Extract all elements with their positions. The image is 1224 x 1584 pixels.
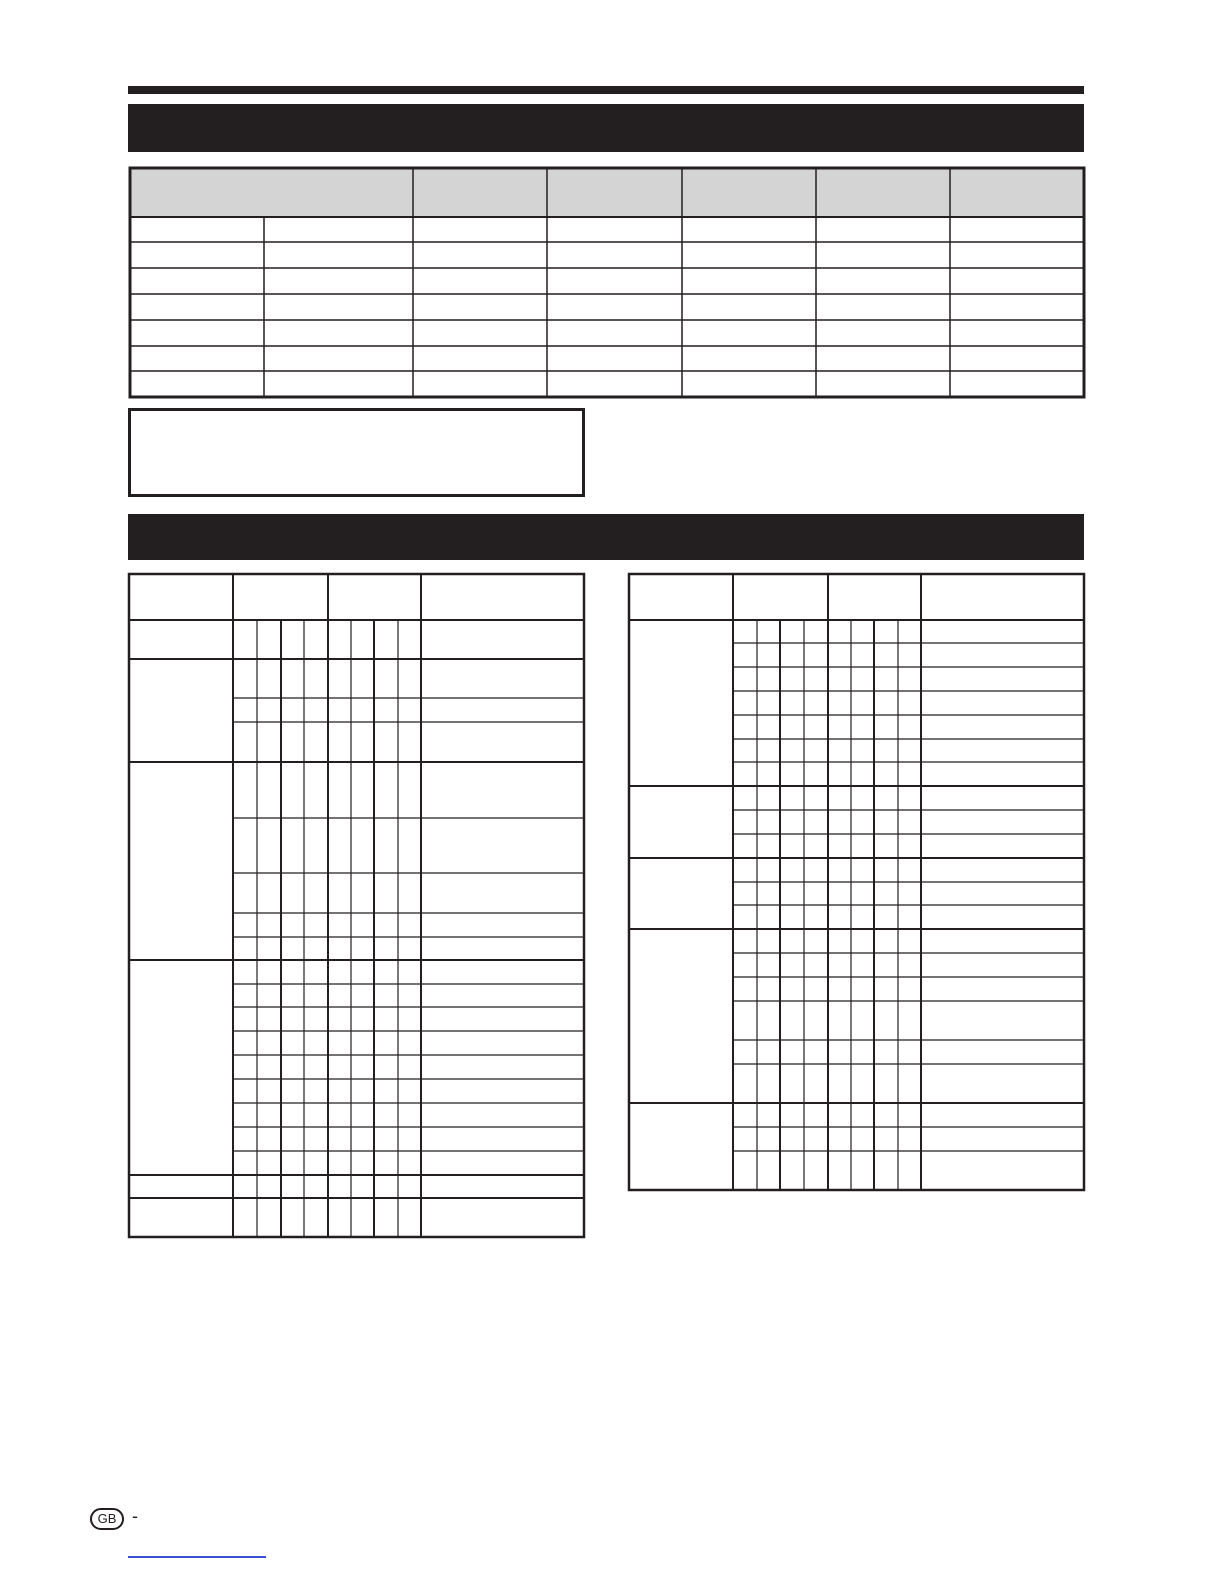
- region-badge: GB: [90, 1508, 124, 1530]
- footer-link-underline[interactable]: [128, 1556, 266, 1558]
- page-number-separator: -: [132, 1506, 138, 1526]
